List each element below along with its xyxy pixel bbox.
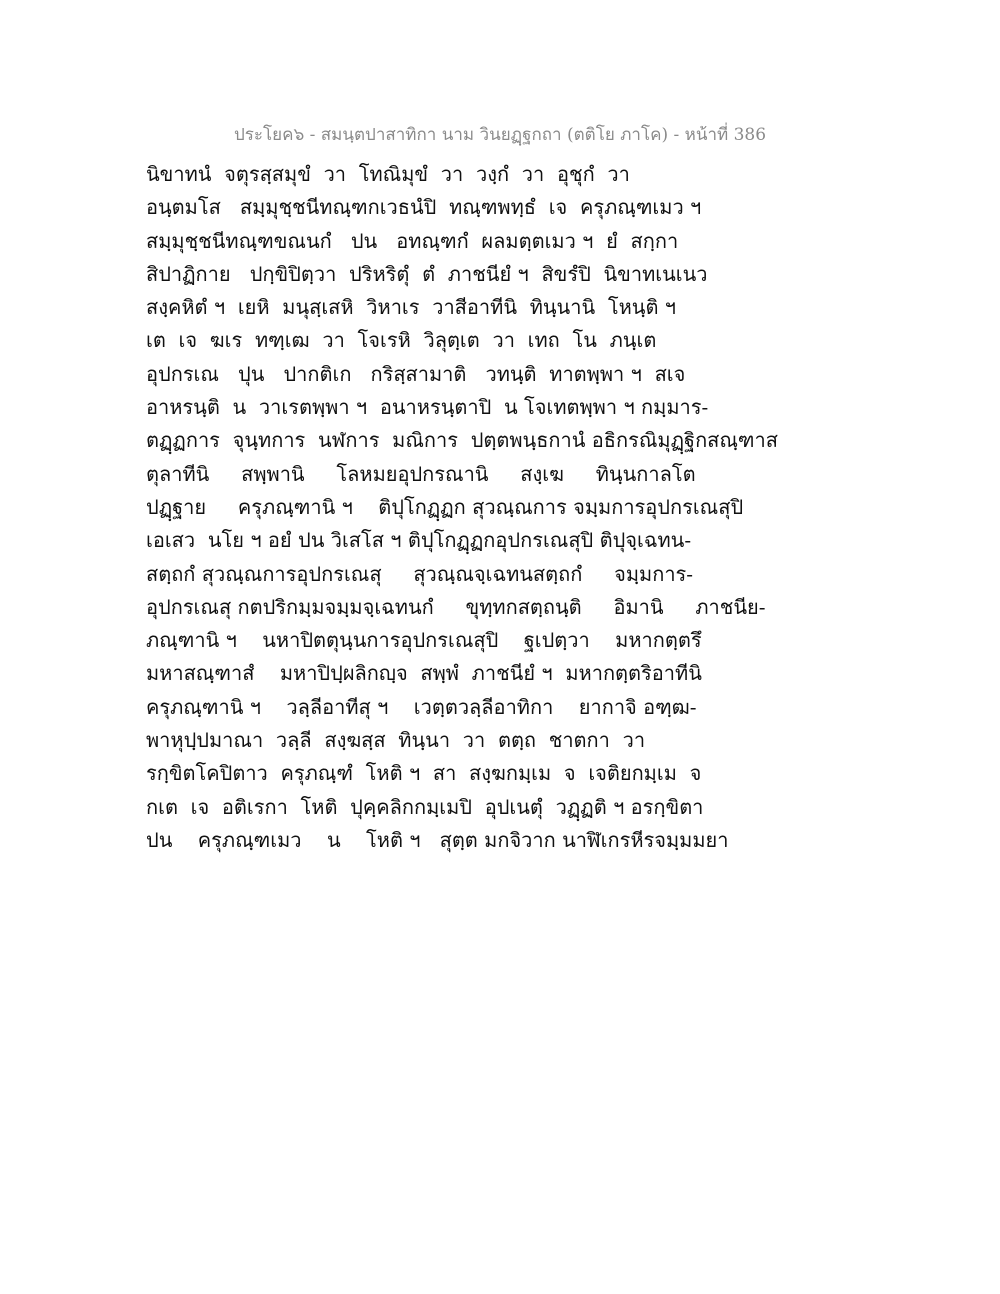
text-line: สตฺถกํ สุวณฺณการอุปกรเณสุ สุวณฺณจฺเฉทนสตฺถกํ จมฺมการ- (146, 561, 694, 586)
text-line: กเต เจ อติเรกา โหติ ปุคฺคลิกกมฺเมปิ อุปเนตุํ วฏฺฏติ ฯ อรกฺขิตา (146, 794, 704, 819)
text-line: นิขาทนํ จตุรสฺสมุขํ วา โทณิมุขํ วา วงฺกํ วา อุชุกํ วา (146, 162, 630, 186)
text-line: อาหรนฺติ น วาเรตพฺพา ฯ อนาหรนฺตาปิ น โจเทตพฺพา ฯ กมฺมาร- (146, 395, 709, 420)
text-line: อนฺตมโส สมฺมุชฺชนีทณฺฑกเวธนํปิ ทณฺฑพทฺธํ เจ ครุภณฺฑเมว ฯ (146, 195, 702, 220)
text-line: มหาสณฺฑาสํ มหาปิปฺผลิกญฺจ สพฺพํ ภาชนียํ ฯ มหากตฺตริอาทีนิ (146, 661, 702, 686)
text-line: เต เจ ฆเร ทฑฺเฒ วา โจเรหิ วิลุตฺเต วา เทถ โน ภนฺเต (146, 328, 657, 353)
text-line: ภณฺฑานิ ฯ นหาปิตตุนฺนการอุปกรเณสุปิ ฐเปตฺวา มหากตฺตรึ (146, 628, 702, 653)
text-line: อุปกรเณสุ กตปริกมฺมจมฺมจฺเฉทนกํ ขุทฺทกสตฺถนฺติ อิมานิ ภาชนีย- (146, 594, 766, 619)
text-line: ปฏฺฐาย ครุภณฺฑานิ ฯ ติปุโกฏฺฏก สุวณฺณการ จมฺมการอุปกรเณสุปิ (146, 494, 744, 519)
text-line: อุปกรเณ ปุน ปากติเก กริสฺสามาติ วทนฺติ ทาตพฺพา ฯ สเจ (146, 361, 686, 386)
text-line: รกฺขิตโคปิตาว ครุภณฺฑํ โหติ ฯ สา สงฺฆกมฺเม จ เจติยกมฺเม จ (146, 761, 702, 786)
text-line: สมฺมุชฺชนีทณฺฑขณนกํ ปน อทณฺฑกํ ผลมตฺตเมว ฯ ยํ สกฺกา (146, 228, 679, 253)
text-line: พาหุปฺปมาณา วลฺลี สงฺฆสฺส ทินฺนา วา ตตฺถ ชาตกา วา (146, 728, 646, 753)
page-header-text: ประโยค๖ - สมนฺตปาสาทิกา นาม วินยฏฺฐกถา (ตติโย ภาโค) - หน้าที่ 386 (233, 125, 767, 145)
text-line: ตฏฺฏการ จุนฺทการ นฬการ มณิการ ปตฺตพนฺธกานํ อธิกรณิมุฏฺฐิกสณฺฑาส (146, 428, 778, 453)
text-line: ครุภณฺฑานิ ฯ วลฺลีอาทีสุ ฯ เวตฺตวลฺลีอาทิกา ยากาจิ อฑฺฒ- (146, 694, 697, 719)
page-header (0, 121, 1000, 149)
text-line: เอเสว นโย ฯ อยํ ปน วิเสโส ฯ ติปุโกฏฺฏกอุปกรเณสุปิ ติปุจฺเฉทน- (146, 528, 692, 553)
text-line: สิปาฏิกาย ปกฺขิปิตฺวา ปริหริตุํ ตํ ภาชนียํ ฯ สิขรํปิ นิขาทเนเนว (146, 261, 708, 286)
text-line: สงฺคหิตํ ฯ เยหิ มนุสฺเสหิ วิหาเร วาสีอาทีนิ ทินฺนานิ โหนฺติ ฯ (146, 295, 677, 320)
body-text (146, 158, 876, 857)
text-line: ตุลาทีนิ สพฺพานิ โลหมยอุปกรณานิ สงฺเฆ ทินฺนกาลโต (146, 461, 696, 486)
text-line: ปน ครุภณฺฑเมว น โหติ ฯ สุตฺต มกจิวาก นาฬิเกรหีรจมฺมมยา (146, 827, 729, 852)
